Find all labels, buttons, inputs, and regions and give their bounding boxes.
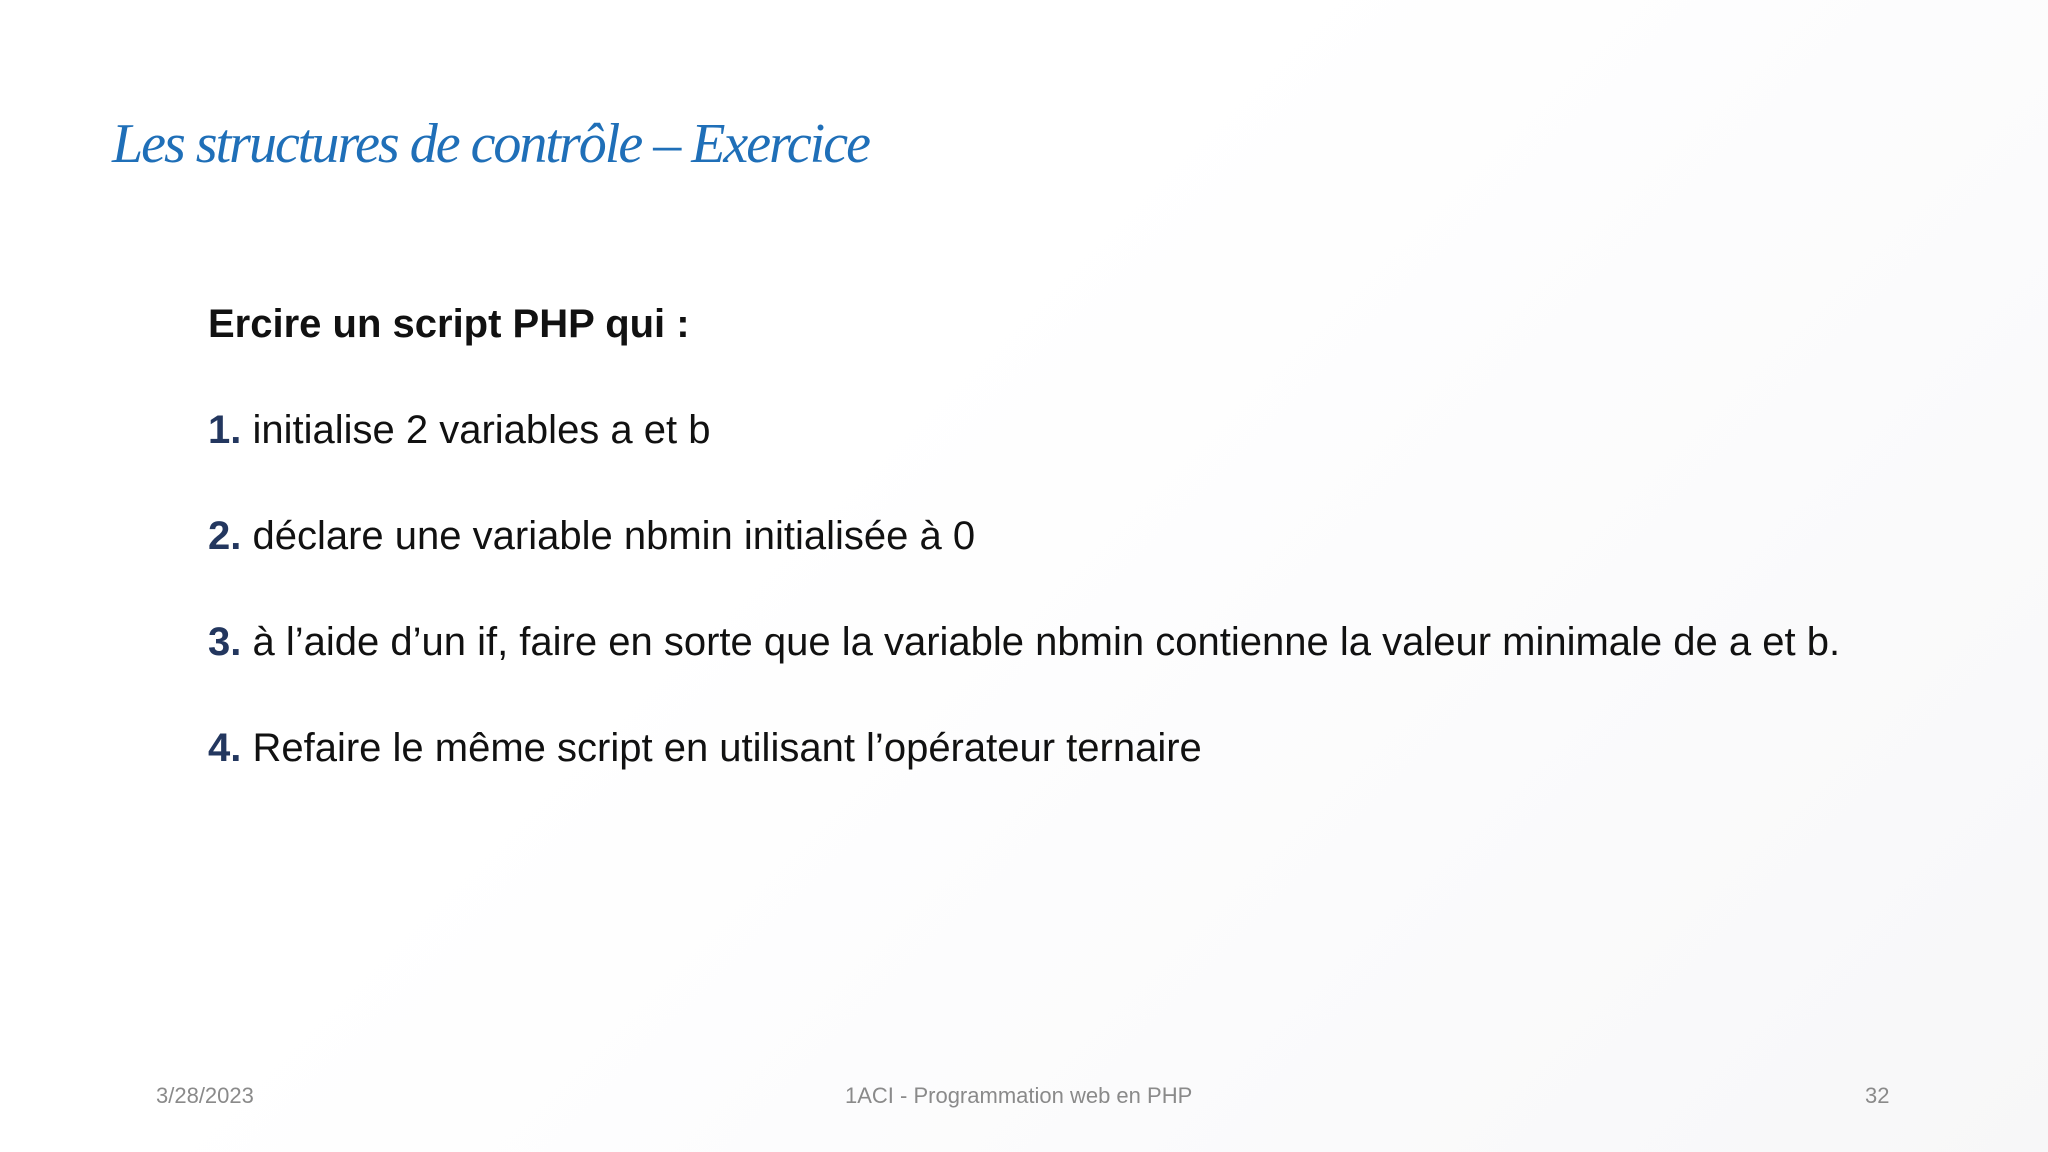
footer-course-title: 1ACI - Programmation web en PHP <box>845 1083 1193 1108</box>
slide-title: Les structures de contrôle – Exercice <box>112 113 869 175</box>
item-number: 3. <box>208 620 242 664</box>
list-item <box>208 494 1908 578</box>
footer-page-number: 32 <box>1865 1083 1890 1108</box>
item-number: 4. <box>208 726 242 770</box>
item-text: initialise 2 variables a et b <box>241 408 711 452</box>
item-number: 1. <box>208 408 242 452</box>
exercise-intro: Ercire un script PHP qui : <box>208 302 690 346</box>
item-text: à l’aide d’un if, faire en sorte que la variable nbmin contienne la valeur minimale de a et b. <box>241 620 1841 664</box>
item-text: Refaire le même script en utilisant l’opérateur ternaire <box>241 726 1202 770</box>
footer-date: 3/28/2023 <box>156 1083 254 1108</box>
list-item <box>208 388 1908 472</box>
item-number: 2. <box>208 514 242 558</box>
item-text: déclare une variable nbmin initialisée à 0 <box>241 514 976 558</box>
slide-body <box>208 282 1908 812</box>
list-item <box>208 706 1908 790</box>
list-item <box>208 600 1908 684</box>
